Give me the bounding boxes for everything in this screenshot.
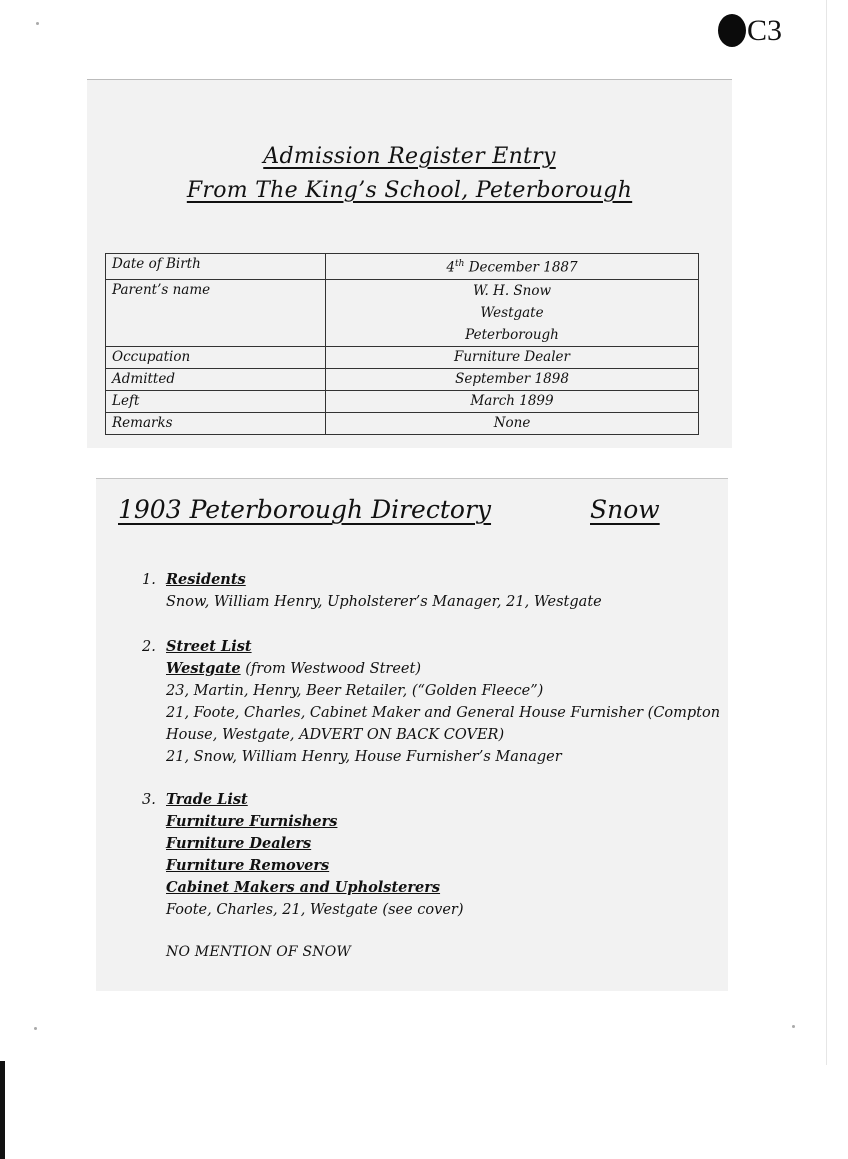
section-number: 3. xyxy=(142,792,156,808)
row-value: March 1899 xyxy=(326,390,699,412)
section-line: Snow, William Henry, Upholsterer’s Manager, 21, Westgate xyxy=(166,594,602,610)
directory-title: 1903 Peterborough Directory xyxy=(118,495,492,524)
admission-title-line2: From The King’s School, Peterborough xyxy=(186,178,633,203)
row-label: Left xyxy=(106,390,326,412)
trade-subheading: Furniture Furnishers xyxy=(166,813,338,830)
trade-subheading: Furniture Dealers xyxy=(166,835,312,852)
admission-title-line1: Admission Register Entry xyxy=(263,144,556,169)
row-value: Furniture Dealer xyxy=(326,346,699,368)
trade-subheading: Cabinet Makers and Upholsterers xyxy=(166,879,441,896)
dob-day: 4 xyxy=(446,259,455,276)
admission-register-panel xyxy=(87,79,732,448)
table-row xyxy=(106,254,699,280)
row-label: Date of Birth xyxy=(106,254,326,280)
row-label: Admitted xyxy=(106,368,326,390)
table-row xyxy=(106,279,699,346)
section-line: Foote, Charles, 21, Westgate (see cover) xyxy=(166,902,464,918)
parent-street: Westgate xyxy=(480,304,544,321)
section-line: House, Westgate, ADVERT ON BACK COVER) xyxy=(166,727,505,743)
section-heading: Street List xyxy=(166,638,252,655)
section-street-list xyxy=(142,636,720,768)
row-value xyxy=(326,279,699,346)
parent-name: W. H. Snow xyxy=(472,282,552,299)
scan-speck xyxy=(34,1027,37,1030)
section-number: 1. xyxy=(142,572,156,588)
street-note: (from Westwood Street) xyxy=(240,661,421,677)
section-number: 2. xyxy=(142,639,156,655)
row-value xyxy=(326,254,699,280)
page-label-text: C3 xyxy=(747,13,783,47)
dob-suffix: th xyxy=(454,259,465,269)
scan-speck xyxy=(792,1025,795,1028)
row-value: None xyxy=(326,412,699,434)
parent-town: Peterborough xyxy=(465,326,559,343)
scan-edge-line xyxy=(826,0,827,1065)
page-label xyxy=(718,14,782,47)
section-heading: Trade List xyxy=(166,791,248,808)
directory-name: Snow xyxy=(590,495,660,524)
section-line: 21, Foote, Charles, Cabinet Maker and General House Furnisher (Compton xyxy=(166,705,721,721)
table-row xyxy=(106,412,699,434)
table-row xyxy=(106,346,699,368)
street-name: Westgate xyxy=(166,660,241,677)
street-line xyxy=(166,658,720,680)
table-row xyxy=(106,368,699,390)
dob-rest: December 1887 xyxy=(464,259,578,276)
scan-speck xyxy=(36,22,39,25)
section-trade-list xyxy=(142,789,464,921)
row-label: Parent’s name xyxy=(106,279,326,346)
footer-note: NO MENTION OF SNOW xyxy=(166,944,351,960)
row-label: Occupation xyxy=(106,346,326,368)
table-row xyxy=(106,390,699,412)
admission-table xyxy=(105,253,699,435)
directory-panel xyxy=(96,478,728,991)
section-heading: Residents xyxy=(166,571,246,588)
admission-title xyxy=(87,140,732,208)
section-line: 21, Snow, William Henry, House Furnisher’s Manager xyxy=(166,749,562,765)
black-dot-icon xyxy=(718,14,746,47)
row-label: Remarks xyxy=(106,412,326,434)
section-line: 23, Martin, Henry, Beer Retailer, (“Golden Fleece”) xyxy=(166,683,544,699)
scan-edge-bar xyxy=(0,1061,5,1159)
trade-subheading: Furniture Removers xyxy=(166,857,330,874)
row-value: September 1898 xyxy=(326,368,699,390)
section-residents xyxy=(142,569,602,613)
